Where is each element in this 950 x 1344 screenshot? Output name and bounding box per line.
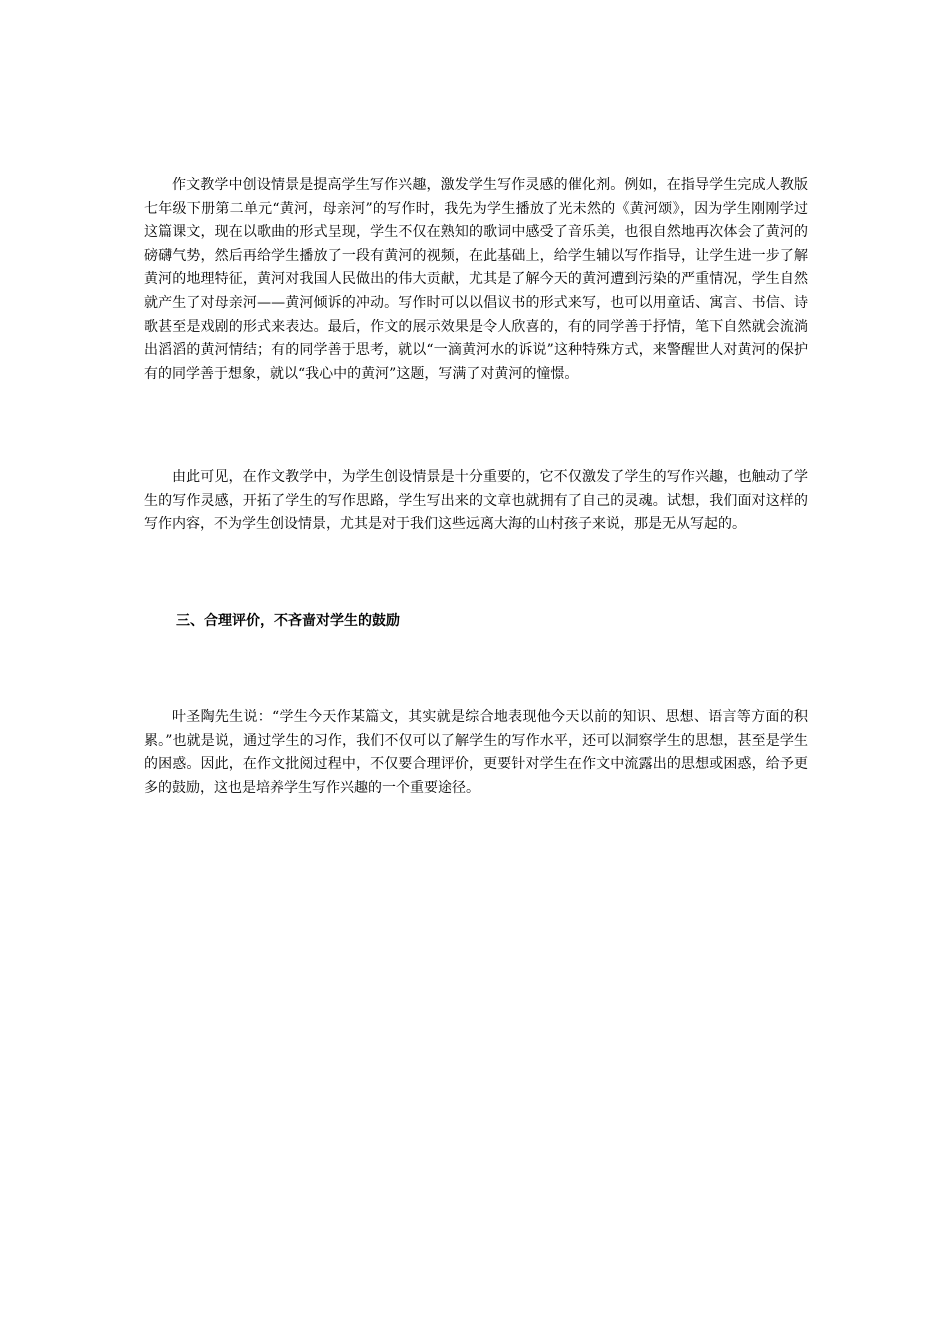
paragraph-conclusion: 由此可见，在作文教学中，为学生创设情景是十分重要的，它不仅激发了学生的写作兴趣，也触动了学生的写作灵感，开拓了学生的写作思路，学生写出来的文章也就拥有了自己的灵魂。试想，我们面对这样的写作内容，不为学生创设情景，尤其是对于我们这些远离大海的山村孩子来说，那是无从写起的。: [144, 469, 808, 533]
paragraph-creating-scenarios: 作文教学中创设情景是提高学生写作兴趣，激发学生写作灵感的催化剂。例如，在指导学生完成人教版七年级下册第二单元“黄河，母亲河”的写作时，我先为学生播放了光未然的《黄河颂》，因为学生刚刚学过这篇课文，现在以歌曲的形式呈现，学生不仅在熟知的歌词中感受了音乐美，也很自然地再次体会了黄河的磅礴气势，然后再给学生播放了一段有黄河的视频，在此基础上，给学生辅以写作指导，让学生进一步了解黄河的地理特征，黄河对我国人民做出的伟大贡献，尤其是了解今天的黄河遭到污染的严重情况，学生自然就产生了对母亲河——黄河倾诉的冲动。写作时可以以倡议书的形式来写，也可以用童话、寓言、书信、诗歌甚至是戏剧的形式来表达。最后，作文的展示效果是令人欣喜的，有的同学善于抒情，笔下自然就会流淌出滔滔的黄河情结；有的同学善于思考，就以“一滴黄河水的诉说”这种特殊方式，来警醒世人对黄河的保护有的同学善于想象，就以“我心中的黄河”这题，写满了对黄河的憧憬。: [144, 177, 808, 382]
section-heading: 三、合理评价，不吝啬对学生的鼓励: [176, 613, 400, 629]
paragraph-ye-shengtao-quote: 叶圣陶先生说：“学生今天作某篇文，其实就是综合地表现他今天以前的知识、思想、语言等方面的积累。”也就是说，通过学生的习作，我们不仅可以了解学生的写作水平，还可以洞察学生的思想，甚至是学生的困惑。因此，在作文批阅过程中，不仅要合理评价，更要针对学生在作文中流露出的思想或困惑，给予更多的鼓励，这也是培养学生写作兴趣的一个重要途径。: [144, 709, 808, 796]
